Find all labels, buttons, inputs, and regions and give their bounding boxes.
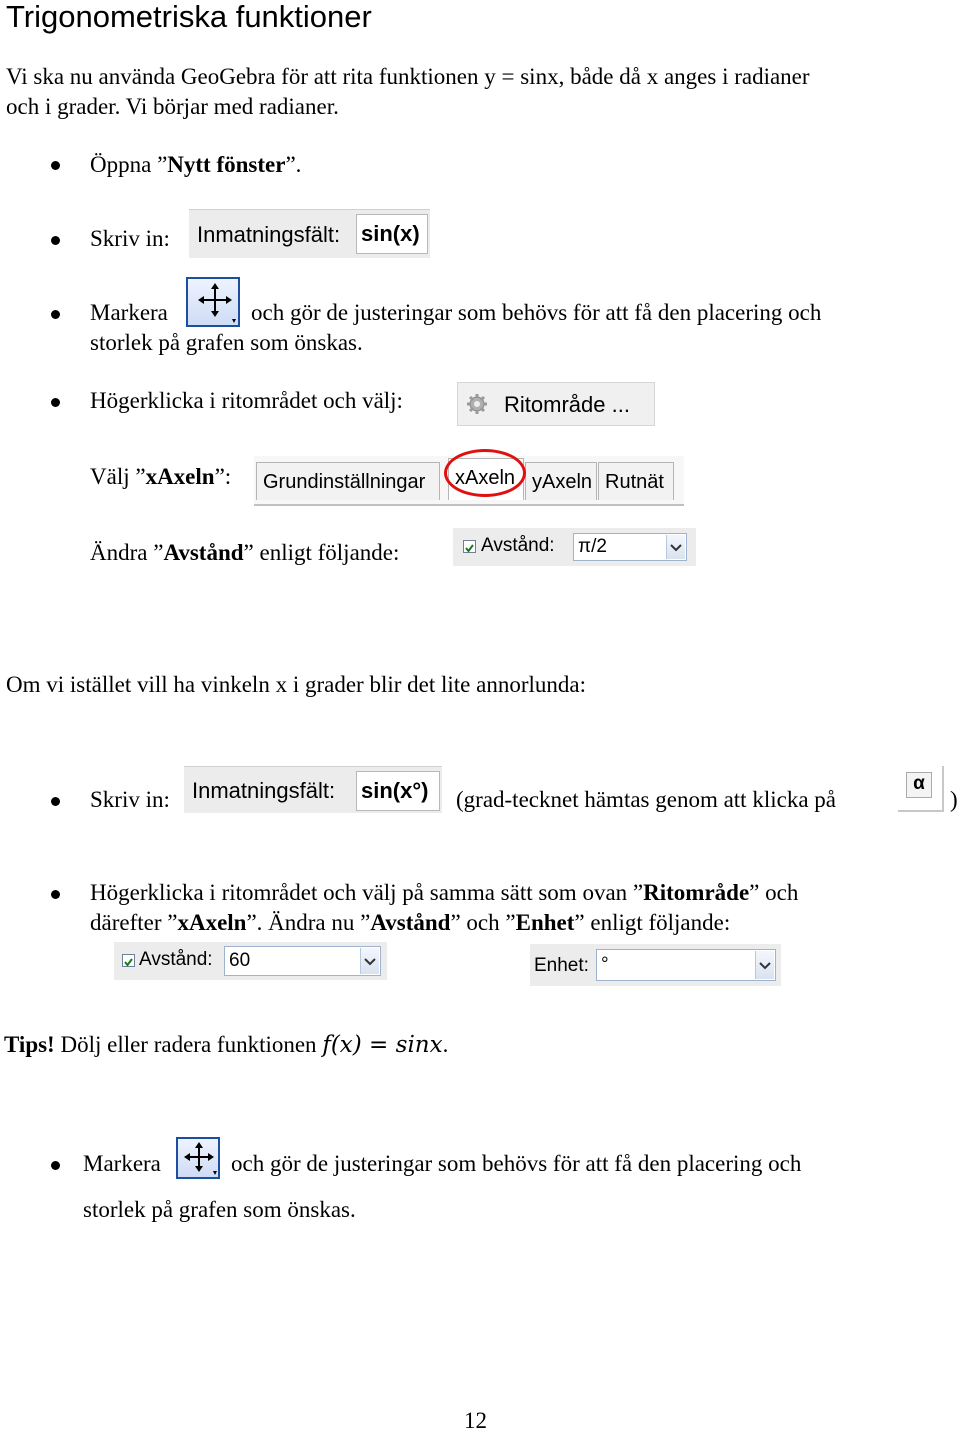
text: ”. Ändra nu ”	[246, 910, 371, 935]
text: ” och ”	[450, 910, 516, 935]
combo-value: 60	[229, 950, 251, 971]
axis-tab-bar	[254, 456, 684, 506]
bold-text: Ritområde	[643, 880, 750, 905]
bold-text: Avstånd	[163, 540, 244, 565]
text: ” och	[749, 880, 799, 905]
tab-yaxeln[interactable]: yAxeln	[525, 462, 597, 500]
gear-icon	[466, 393, 488, 415]
enhet-combo[interactable]	[596, 949, 776, 981]
text: ”.	[285, 152, 302, 177]
bold-text: xAxeln	[145, 464, 215, 489]
context-menu-ritomrade[interactable]	[457, 382, 655, 426]
page-number: 12	[464, 1408, 487, 1433]
bold-text: Enhet	[515, 910, 575, 935]
step9-line1: och gör de justeringar som behövs för att få den placering och	[231, 1151, 802, 1176]
chevron-down-icon	[666, 535, 685, 559]
checkmark-icon	[123, 957, 134, 968]
bullet	[51, 398, 60, 407]
step3-line1: och gör de justeringar som behövs för att få den placering och	[251, 300, 822, 325]
intro-line-1: Vi ska nu använda GeoGebra för att rita funktionen y = sinx, både då x anges i radianer	[6, 64, 810, 89]
tab-xaxeln[interactable]: xAxeln	[448, 458, 524, 500]
intro-line-2: och i grader. Vi börjar med radianer.	[6, 94, 339, 119]
tab-rutnat[interactable]: Rutnät	[598, 462, 674, 500]
text: .	[442, 1032, 449, 1057]
input-field-sin-x-degree[interactable]: sin(x°)	[356, 771, 440, 811]
tips-text: Dölj eller radera funktionen	[60, 1032, 317, 1057]
checkmark-icon	[464, 543, 475, 554]
text: Välj ”	[90, 464, 146, 489]
text: ” enligt följande:	[243, 540, 400, 565]
step7-note: (grad-tecknet hämtas genom att klicka på	[456, 787, 836, 812]
avstand-checkbox[interactable]	[463, 540, 476, 553]
move-arrows-icon	[188, 279, 238, 325]
menu-item-label: Ritområde ...	[504, 392, 630, 417]
chevron-down-icon	[755, 951, 774, 979]
bullet	[51, 310, 60, 319]
alpha-symbol-icon: α	[906, 772, 932, 798]
avstand-combo[interactable]	[573, 533, 687, 561]
input-field-sin-x[interactable]: sin(x)	[356, 214, 428, 254]
degrees-intro: Om vi istället vill ha vinkeln x i grader blir det lite annorlunda:	[6, 672, 586, 697]
text: ”:	[214, 464, 232, 489]
alpha-button-frame[interactable]	[898, 766, 944, 812]
input-bar-degrees	[184, 766, 442, 813]
bold-text: Avstånd	[370, 910, 451, 935]
text: ” enligt följande:	[574, 910, 731, 935]
step6-text	[90, 538, 399, 568]
chevron-down-icon	[360, 948, 379, 974]
input-bar-radians	[189, 209, 430, 258]
step7-note-end: )	[950, 787, 958, 812]
bold-text: Nytt fönster	[167, 152, 286, 177]
bullet	[51, 236, 60, 245]
step3-line2: storlek på grafen som önskas.	[90, 330, 363, 355]
text: därefter ”	[90, 910, 178, 935]
tips-label: Tips!	[4, 1032, 55, 1057]
combo-value: °	[601, 954, 609, 975]
text: Öppna ”	[90, 152, 168, 177]
avstand-row-radians	[453, 528, 696, 566]
enhet-row	[530, 944, 781, 986]
step7-label: Skriv in:	[90, 787, 170, 812]
step8-line1	[90, 878, 798, 908]
page-title: Trigonometriska funktioner	[6, 0, 372, 34]
highlight-circle	[444, 449, 526, 497]
bullet	[51, 1161, 60, 1170]
move-arrows-icon	[178, 1139, 218, 1177]
tips-formula: f(x) = sinx	[322, 1032, 443, 1058]
bullet	[51, 797, 60, 806]
step3-pre: Markera	[90, 300, 168, 325]
text: Ändra ”	[90, 540, 164, 565]
step9-line2: storlek på grafen som önskas.	[83, 1197, 356, 1222]
text: Högerklicka i ritområdet och välj på samma sätt som ovan ”	[90, 880, 644, 905]
input-bar-label: Inmatningsfält:	[192, 778, 336, 803]
bullet	[51, 890, 60, 899]
tips-line	[4, 1030, 448, 1060]
step4-text: Högerklicka i ritområdet och välj:	[90, 388, 403, 413]
avstand-label: Avstånd:	[481, 535, 555, 556]
move-tool-button[interactable]	[176, 1137, 220, 1179]
bold-text: xAxeln	[177, 910, 247, 935]
input-bar-label: Inmatningsfält:	[197, 222, 341, 247]
avstand-checkbox[interactable]	[122, 954, 135, 967]
tab-grundinstallningar[interactable]: Grundinställningar	[256, 462, 440, 500]
step-open-new-window	[90, 150, 301, 180]
avstand-label: Avstånd:	[139, 949, 213, 970]
avstand-row-degrees	[114, 942, 387, 980]
step5-text	[90, 462, 231, 492]
step9-pre: Markera	[83, 1151, 161, 1176]
combo-value: π/2	[578, 536, 607, 557]
enhet-label: Enhet:	[534, 955, 589, 976]
avstand-combo[interactable]	[224, 946, 381, 976]
step2-label: Skriv in:	[90, 226, 170, 251]
move-tool-button[interactable]	[186, 277, 240, 327]
bullet	[51, 161, 60, 170]
step8-line2	[90, 908, 730, 938]
